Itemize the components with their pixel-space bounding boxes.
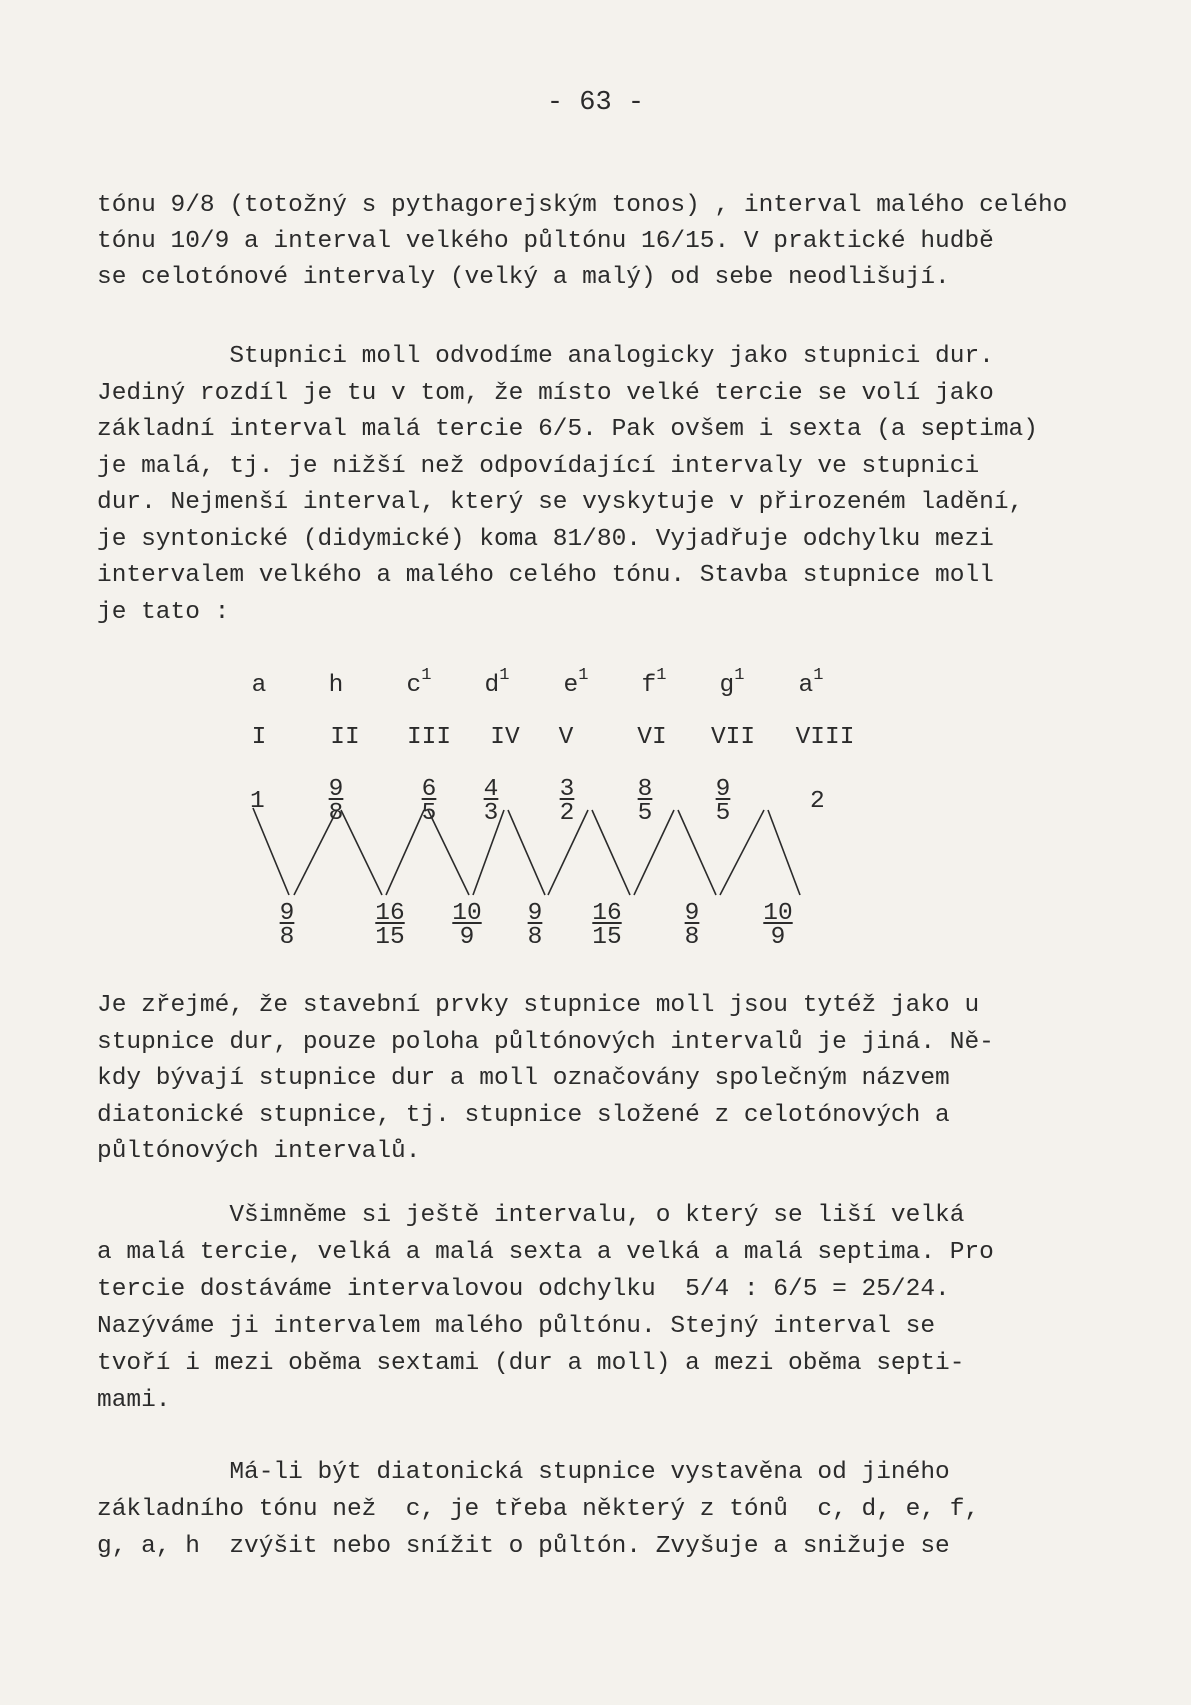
degree-label: I xyxy=(251,724,267,751)
degree-label: VI xyxy=(637,724,667,751)
note-label: $f^1$ xyxy=(641,666,667,699)
paragraph-3 xyxy=(97,988,1097,1171)
text-line: mami. xyxy=(97,1387,171,1414)
text-line: je tato : xyxy=(97,598,230,626)
text-line: Je zřejmé, že stavební prvky stupnice moll jsou tytéž jako u xyxy=(97,992,980,1019)
text-line: tvoří i mezi oběma sextami (dur a moll) a mezi oběma septi- xyxy=(97,1350,965,1377)
paragraph-5 xyxy=(97,1454,1097,1565)
step-fraction: $\frac{16}{15}$ xyxy=(375,900,405,951)
ratio-label: 2 xyxy=(810,788,825,815)
zigzag-segment xyxy=(768,810,800,895)
degree-label: II xyxy=(330,724,360,751)
text-line: se celotónové intervaly (velký a malý) od sebe neodlišují. xyxy=(97,264,950,291)
ratio-fraction: $\frac{3}{2}$ xyxy=(559,776,575,827)
text-line: Jediný rozdíl je tu v tom, že místo velké tercie se volí jako xyxy=(97,379,994,407)
step-fraction: $\frac{9}{8}$ xyxy=(684,900,700,951)
text-line: stupnice dur, pouze poloha půltónových intervalů je jiná. Ně- xyxy=(97,1028,994,1056)
text-line: Nazýváme ji intervalem malého půltónu. Stejný interval se xyxy=(97,1313,936,1340)
note-label: $c^1$ xyxy=(406,666,432,699)
text-line: diatonické stupnice, tj. stupnice složené z celotónových a xyxy=(97,1101,950,1129)
note-label: $d^1$ xyxy=(484,666,510,699)
text-line: půltónových intervalů. xyxy=(97,1138,421,1165)
zigzag-segment xyxy=(253,808,289,895)
text-line: základního tónu než c, je třeba některý z tónů c, d, e, f, xyxy=(97,1496,980,1523)
degree-label: VIII xyxy=(795,724,855,751)
ratio-label: 1 xyxy=(250,788,265,815)
text-line: dur. Nejmenší interval, který se vyskytuje v přirozeném ladění, xyxy=(97,489,1024,516)
text-line: je malá, tj. je nižší než odpovídající intervaly ve stupnici xyxy=(97,452,980,480)
ratio-fraction: $\frac{6}{5}$ xyxy=(421,776,437,827)
paragraph-2 xyxy=(97,339,1097,631)
text-line: Stupnici moll odvodíme analogicky jako stupnici dur. xyxy=(97,343,994,370)
note-label: $a^1$ xyxy=(798,666,824,699)
ratio-fraction: $\frac{4}{3}$ xyxy=(483,776,499,827)
text-line: základní interval malá tercie 6/5. Pak ovšem i sexta (a septima) xyxy=(97,416,1038,443)
degree-label: III xyxy=(406,724,452,751)
ratio-fraction: $\frac{8}{5}$ xyxy=(637,776,653,827)
text-line: tercie dostáváme intervalovou odchylku 5/4 : 6/5 = 25/24. xyxy=(97,1276,950,1303)
text-line: tónu 9/8 (totožný s pythagorejským tonos) , interval malého celého xyxy=(97,192,1068,219)
degree-label: V xyxy=(558,724,574,751)
degree-label: VII xyxy=(710,724,756,751)
text-line: Všimněme si ještě intervalu, o který se liší velká xyxy=(97,1202,965,1229)
step-fraction: $\frac{9}{8}$ xyxy=(527,900,543,951)
text-line: intervalem velkého a malého celého tónu. Stavba stupnice moll xyxy=(97,562,994,589)
paragraph-1 xyxy=(97,188,1097,296)
note-label: $g^1$ xyxy=(719,666,745,699)
ratio-fraction: $\frac{9}{8}$ xyxy=(328,776,344,827)
note-label: h xyxy=(328,672,344,699)
paragraph-4 xyxy=(97,1197,1097,1419)
step-fraction: $\frac{10}{9}$ xyxy=(763,900,793,951)
text-line: g, a, h zvýšit nebo snížit o půltón. Zvyšuje a snižuje se xyxy=(97,1533,950,1560)
step-fraction: $\frac{16}{15}$ xyxy=(592,900,622,951)
text-line: tónu 10/9 a interval velkého půltónu 16/15. V praktické hudbě xyxy=(97,228,994,255)
page-number: - 63 - xyxy=(546,88,645,118)
note-label: $e^1$ xyxy=(563,666,589,699)
degree-label: IV xyxy=(490,724,520,751)
note-label: a xyxy=(251,672,267,699)
ratio-fraction: $\frac{9}{5}$ xyxy=(715,776,731,827)
text-line: je syntonické (didymické) koma 81/80. Vyjadřuje odchylku mezi xyxy=(97,525,994,553)
text-line: kdy bývají stupnice dur a moll označovány společným názvem xyxy=(97,1065,950,1092)
text-line: Má-li být diatonická stupnice vystavěna od jiného xyxy=(97,1459,950,1486)
step-fraction: $\frac{10}{9}$ xyxy=(452,900,482,951)
minor-scale-diagram xyxy=(0,650,1191,980)
text-line: a malá tercie, velká a malá sexta a velká a malá septima. Pro xyxy=(97,1239,994,1266)
step-fraction: $\frac{9}{8}$ xyxy=(279,900,295,951)
